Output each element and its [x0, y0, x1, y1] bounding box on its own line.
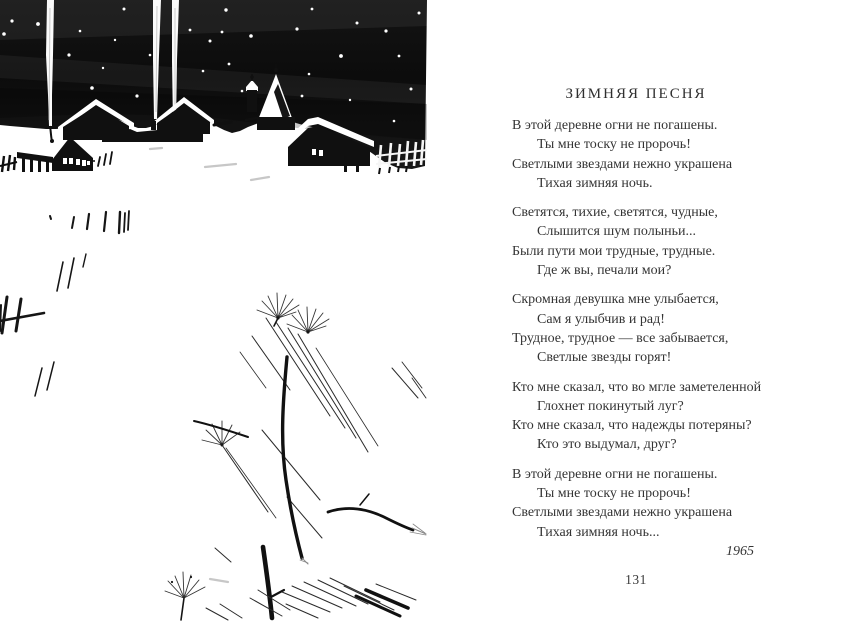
- poem-line: Ты мне тоску не пророчь!: [537, 486, 691, 502]
- snow-ticks: [93, 152, 112, 166]
- poem-line: Были пути мои трудные, трудные.: [512, 243, 716, 259]
- page-number: 131: [625, 572, 647, 588]
- snow-smudges: [150, 148, 269, 582]
- fence-remnant: [0, 297, 44, 333]
- poem-line: Сам я улыбчив и рад!: [537, 311, 665, 327]
- stanza: [512, 116, 760, 193]
- house-left: [17, 137, 93, 172]
- village-silhouette: [0, 64, 427, 582]
- poem-line: Скромная девушка мне улыбается,: [512, 292, 719, 308]
- poem-line: Где ж вы, печали мои?: [537, 263, 672, 279]
- stanza: [512, 465, 760, 542]
- poem-line: Тихая зимняя ночь...: [537, 524, 660, 540]
- poem-line: Светлыми звездами нежно украшена: [512, 156, 733, 172]
- poem-line: В этой деревне огни не погашены.: [512, 466, 718, 482]
- poem-line: Кто это выдумал, друг?: [537, 437, 677, 453]
- poem-line: Кто мне сказал, что надежды потеряны?: [512, 418, 752, 434]
- fence-left: [0, 155, 17, 172]
- stanza: [512, 378, 760, 455]
- stanza: [512, 203, 760, 280]
- poem-line: Трудное, трудное — все забывается,: [512, 330, 729, 346]
- poem-title: ЗИМНЯЯ ПЕСНЯ: [565, 86, 707, 102]
- poem-line: Светятся, тихие, светятся, чудные,: [512, 205, 718, 221]
- poem-line: Тихая зимняя ночь.: [537, 175, 653, 191]
- poem-line: Светлые звезды горят!: [537, 350, 672, 366]
- poem-line: В этой деревне огни не погашены.: [512, 118, 718, 133]
- right-page: [512, 86, 760, 588]
- poem-line: Кто мне сказал, что во мгле заметеленной: [512, 379, 762, 395]
- poem-line: Ты мне тоску не пророчь!: [537, 137, 691, 153]
- umbellifer: [165, 293, 329, 620]
- poem-line: Слышится шум полыньи...: [537, 224, 696, 240]
- branch: [194, 357, 413, 618]
- stanza: [512, 290, 760, 367]
- night-sky: [0, 0, 427, 169]
- foreground-sketches: [0, 211, 426, 620]
- poem-line: Глохнет покинутый луг?: [537, 398, 684, 414]
- poem-year: 1965: [726, 543, 754, 559]
- poem-line: Светлыми звездами нежно украшена: [512, 505, 733, 521]
